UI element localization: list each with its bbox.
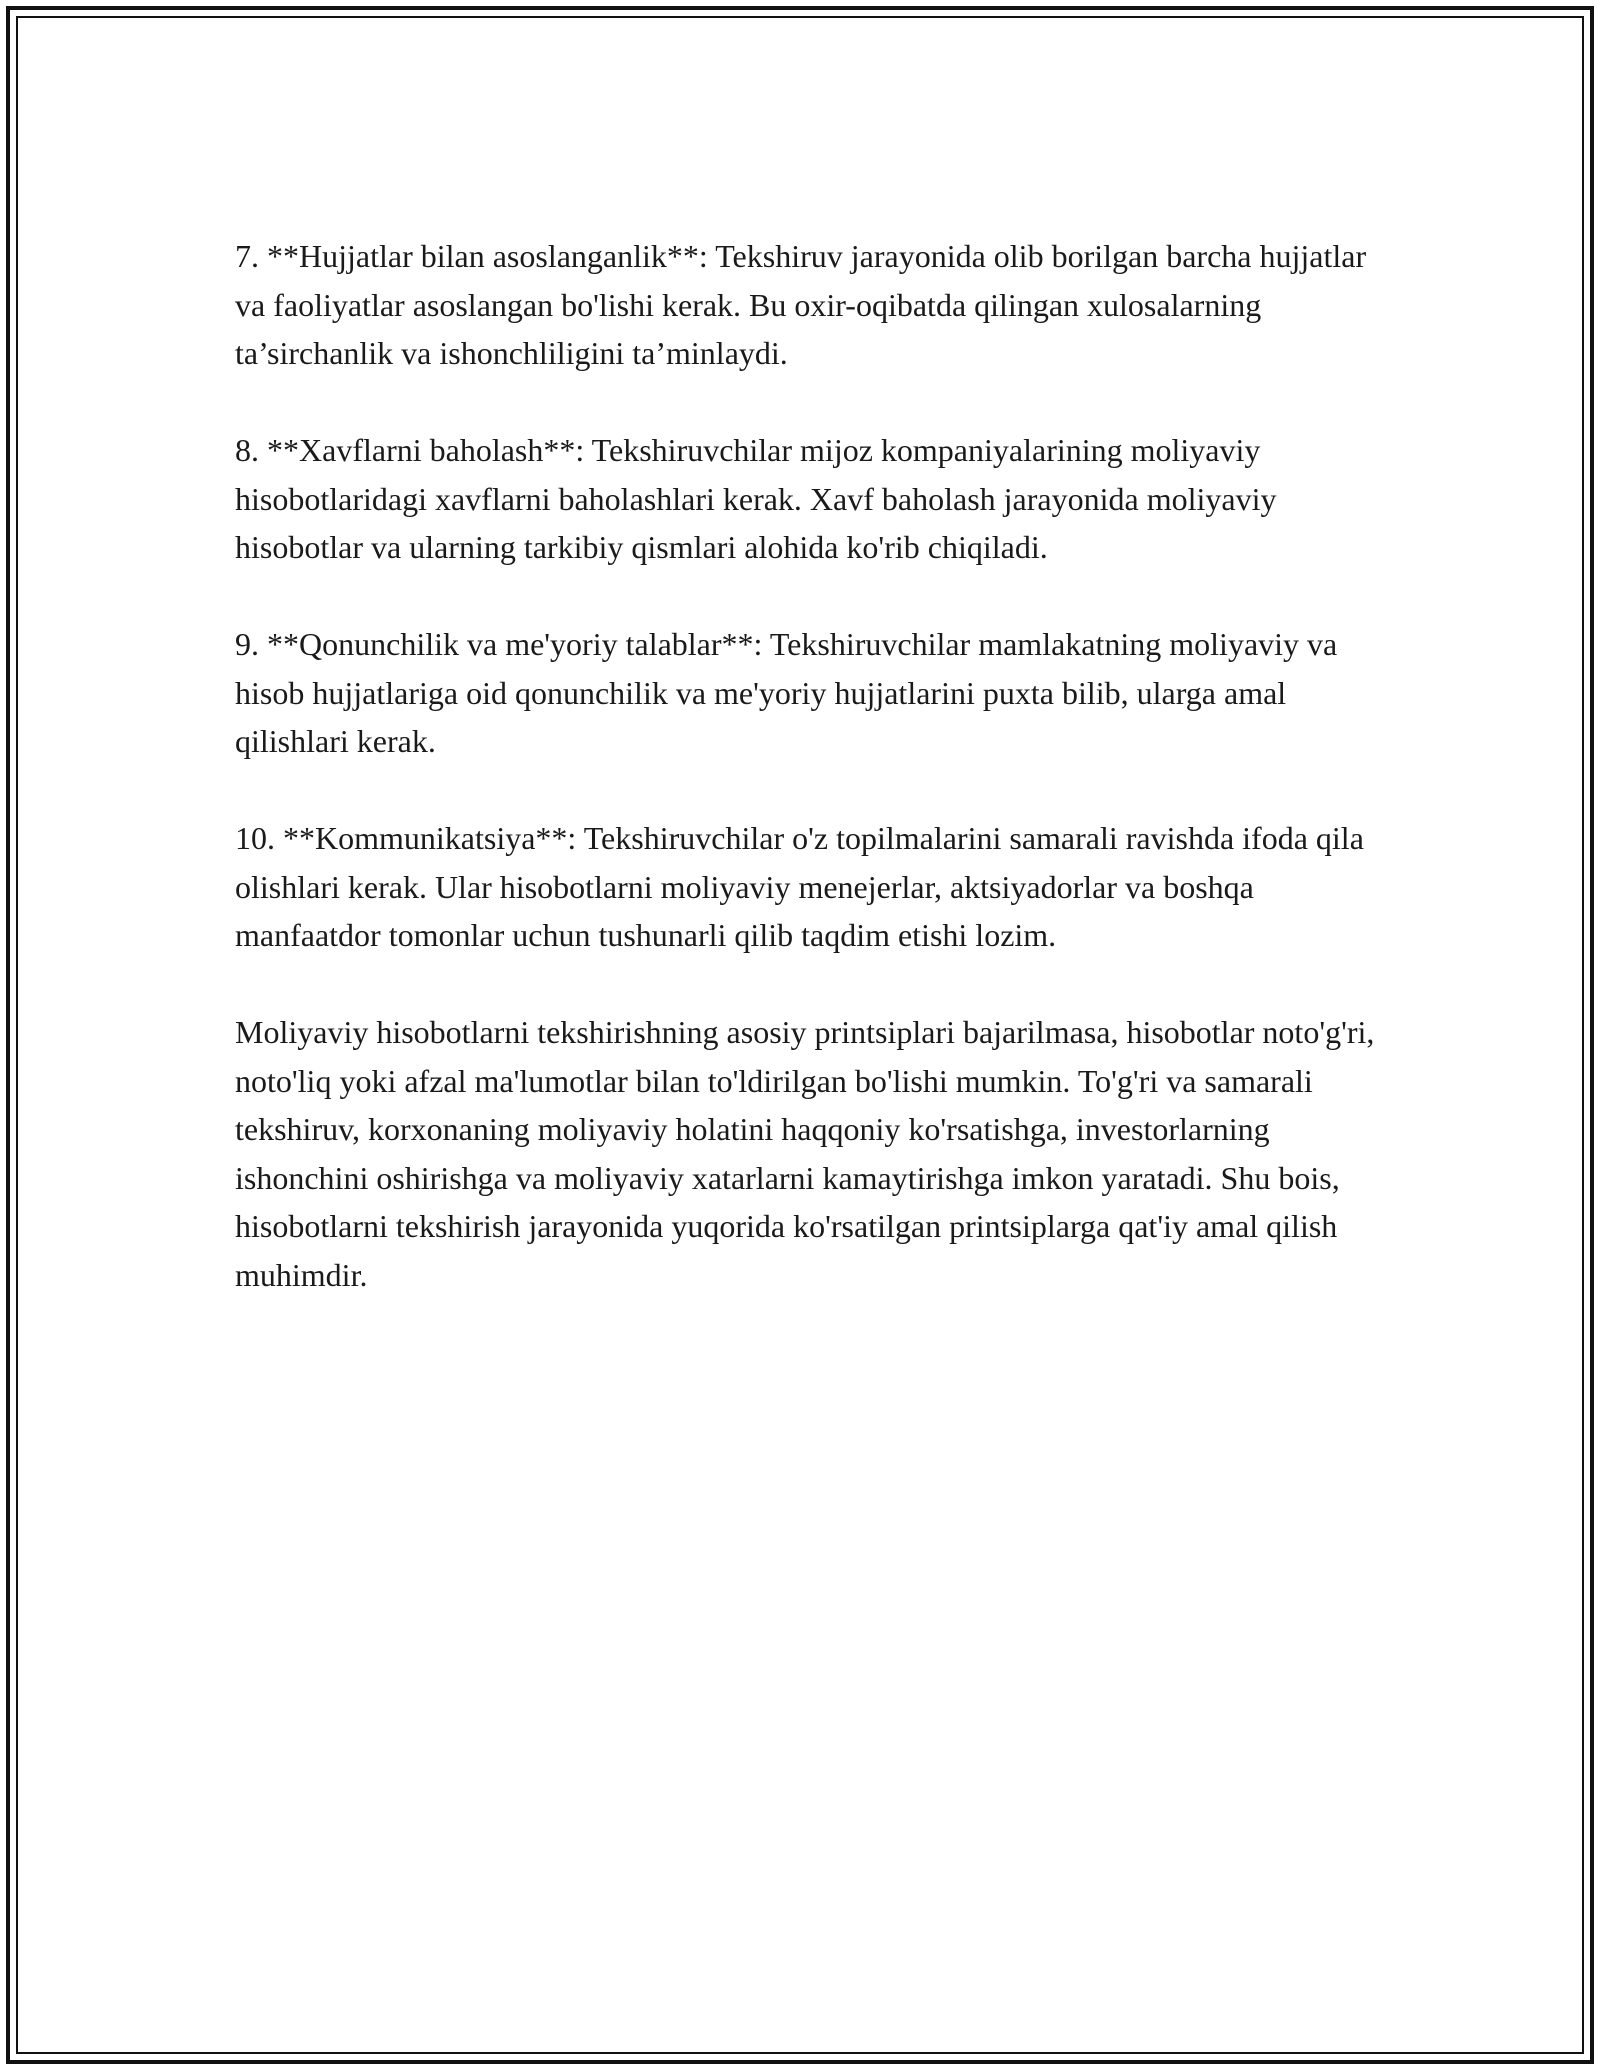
paragraph-item-10: 10. **Kommunikatsiya**: Tekshiruvchilar o'z topilmalarini samarali ravishda ifoda qila olishlari kerak. Ular hisobotlarni moliyaviy menejerlar, aktsiyadorlar va boshqa manfaatdor tomonlar uchun tushunarli qilib taqdim etishi lozim. — [235, 820, 1364, 953]
paragraph-conclusion: Moliyaviy hisobotlarni tekshirishning asosiy printsiplari bajarilmasa, hisobotlar noto'g'ri, noto'liq yoki afzal ma'lumotlar bilan to'ldirilgan bo'lishi mumkin. To'g'ri va samarali tekshiruv, korxonaning moliyaviy holatini haqqoniy ko'rsatishga, investorlarning ishonchini oshirishga va moliyaviy xatarlarni kamaytirishga imkon yaratadi. Shu bois, hisobotlarni tekshirish jarayonida yuqorida ko'rsatilgan printsiplarga qat'iy amal qilish muhimdir. — [235, 1014, 1375, 1293]
paragraph-item-7: 7. **Hujjatlar bilan asoslanganlik**: Tekshiruv jarayonida olib borilgan barcha hujjatlar va faoliyatlar asoslangan bo'lishi kerak. Bu oxir-oqibatda qilingan xulosalarning ta’sirchanlik va ishonchliligini ta’minlaydi. — [235, 238, 1367, 371]
paragraph-item-9: 9. **Qonunchilik va me'yoriy talablar**: Tekshiruvchilar mamlakatning moliyaviy va hisob hujjatlariga oid qonunchilik va me'yoriy hujjatlarini puxta bilib, ularga amal qilishlari kerak. — [235, 626, 1338, 759]
document-body — [235, 232, 1375, 1348]
paragraph-item-8: 8. **Xavflarni baholash**: Tekshiruvchilar mijoz kompaniyalarining moliyaviy hisobotlaridagi xavflarni baholashlari kerak. Xavf baholash jarayonida moliyaviy hisobotlar va ularning tarkibiy qismlari alohida ko'rib chiqiladi. — [235, 432, 1277, 565]
